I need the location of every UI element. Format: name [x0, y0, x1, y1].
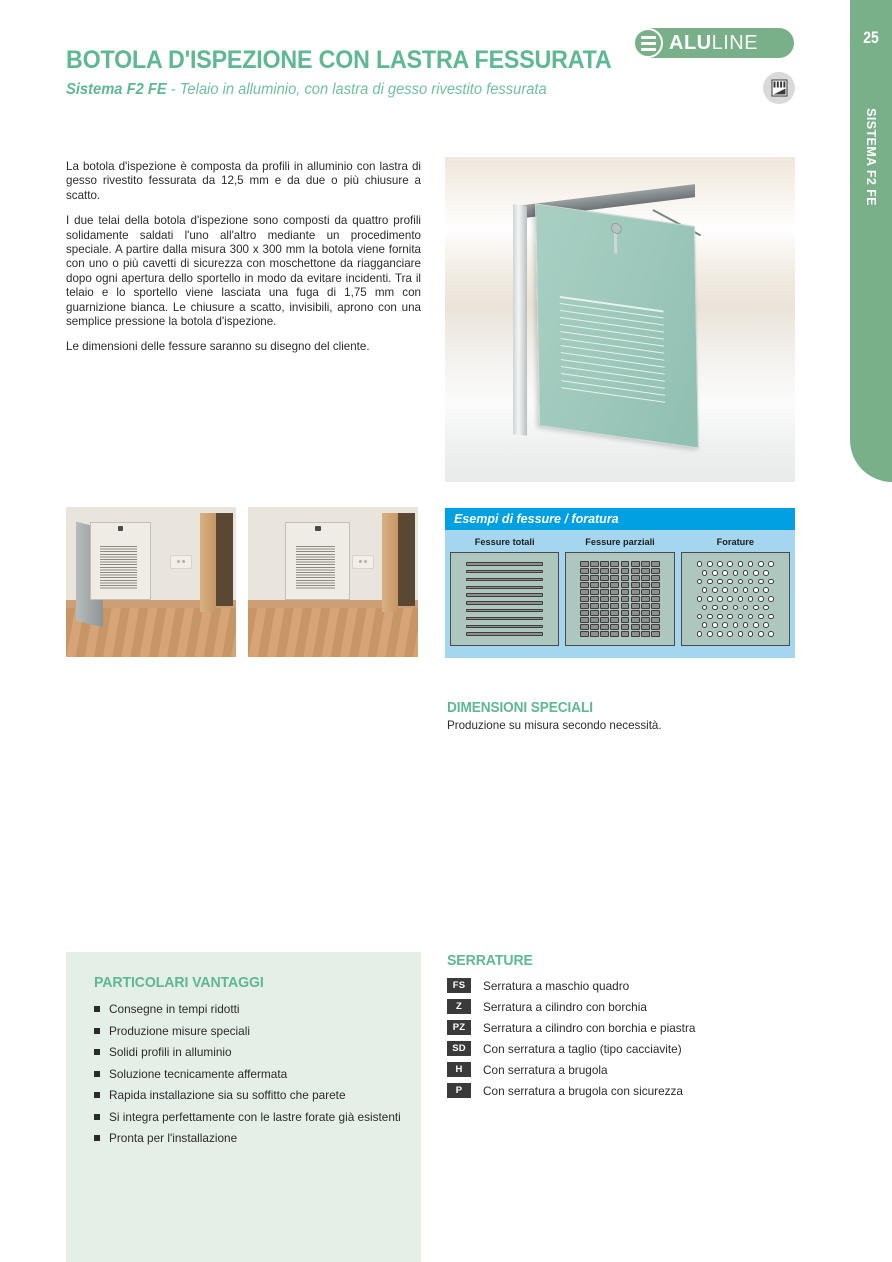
hatch-illustration [503, 187, 743, 457]
example-title: Fessure totali [474, 537, 535, 547]
page-number: 25 [863, 28, 879, 47]
list-item [447, 1062, 807, 1077]
slotted-panel-badge-icon [763, 72, 795, 104]
hatch-door-panel [535, 203, 699, 448]
example-sample-box [681, 552, 790, 646]
list-item: Solidi profili in alluminio [94, 1044, 401, 1060]
aluline-logo [634, 28, 794, 58]
pattern-perforations [695, 561, 777, 636]
page-header [66, 46, 653, 99]
page-title: BOTOLA D'ISPEZIONE CON LASTRA FESSURATA [66, 46, 612, 74]
lock-label: Serratura a cilindro con borchia e piastra [483, 1020, 696, 1035]
install-photo-closed [248, 507, 418, 657]
advantages-list [94, 1001, 401, 1146]
description-column [66, 160, 421, 355]
list-item [447, 1041, 807, 1056]
install-photo-open [66, 507, 236, 657]
fissure-examples-table [445, 508, 795, 658]
subtitle-system-name: Sistema F2 FE [66, 81, 167, 98]
lock-code-badge: FS [447, 978, 471, 993]
product-photo-main [445, 157, 795, 482]
logo-text-alu: ALU [669, 31, 712, 54]
example-sample-box [565, 552, 674, 646]
list-item [447, 1020, 807, 1035]
pattern-partial-slots [580, 561, 659, 636]
locks-heading: SERRATURE [447, 952, 533, 969]
list-item: Produzione misure speciali [94, 1023, 401, 1039]
list-item [447, 978, 807, 993]
list-item: Consegne in tempi ridotti [94, 1001, 401, 1017]
lock-label: Serratura a maschio quadro [483, 978, 630, 993]
example-title: Fessure parziali [585, 537, 655, 547]
advantages-panel [66, 952, 421, 1262]
special-dimensions-section [447, 700, 662, 732]
list-item: Pronta per l'installazione [94, 1130, 401, 1146]
logo-text-line: LINE [711, 31, 759, 54]
wall-hatch [285, 522, 350, 600]
lock-label: Con serratura a taglio (tipo cacciavite) [483, 1041, 682, 1056]
lock-code-badge: P [447, 1083, 471, 1098]
lock-label: Con serratura a brugola [483, 1062, 608, 1077]
locks-section [447, 952, 807, 1104]
fissure-examples-header: Esempi di fessure / foratura [445, 508, 795, 530]
logo-text [669, 32, 758, 55]
description-paragraph: La botola d'ispezione è composta da profili in alluminio con lastra di gesso rivestito fessurata da 12,5 mm e da due o più chiusure a scatto. [66, 160, 421, 202]
list-item [447, 999, 807, 1014]
advantages-heading: PARTICOLARI VANTAGGI [94, 974, 264, 991]
lock-code-badge: H [447, 1062, 471, 1077]
example-title: Forature [716, 537, 754, 547]
example-cell-fessure-totali [450, 537, 559, 646]
pattern-full-slots [466, 562, 543, 636]
description-paragraph: I due telai della botola d'ispezione sono composti da quattro profili solidamente saldati l'uno all'altro mediante un procedimento speciale. A partire dalla misura 300 x 300 mm la botola viene fornita con uno o più cavetti di sicurezza con moschettone da riagganciare dopo ogni apertura dello sportello in modo da evitare incidenti. Tra il telaio e lo sportello viene lasciata una fuga di 1,75 mm con guarnizione bianca. Le chiusure a scatto, invisibili, aprono con una semplice pressione la botola d'ispezione. [66, 214, 421, 329]
hatch-frame-left [513, 204, 527, 435]
list-item [447, 1083, 807, 1098]
list-item: Soluzione tecnicamente affermata [94, 1066, 401, 1082]
aluline-bars-icon [633, 28, 663, 58]
example-cell-fessure-parziali [565, 537, 674, 646]
special-dimensions-text: Produzione su misura secondo necessità. [447, 719, 662, 732]
list-item: Rapida installazione sia su soffitto che parete [94, 1087, 401, 1103]
special-dimensions-heading: DIMENSIONI SPECIALI [447, 700, 593, 716]
page-subtitle [66, 81, 623, 99]
example-cell-forature [681, 537, 790, 646]
side-tab [850, 0, 892, 482]
wall-hatch [90, 522, 151, 600]
wall-socket [170, 555, 192, 569]
lock-code-badge: SD [447, 1041, 471, 1056]
lock-code-badge: PZ [447, 1020, 471, 1035]
lock-label: Serratura a cilindro con borchia [483, 999, 647, 1014]
lock-code-badge: Z [447, 999, 471, 1014]
example-sample-box [450, 552, 559, 646]
description-paragraph: Le dimensioni delle fessure saranno su disegno del cliente. [66, 340, 370, 354]
lock-label: Con serratura a brugola con sicurezza [483, 1083, 683, 1098]
hatch-key [614, 228, 617, 254]
system-label: SISTEMA F2 FE [864, 108, 878, 206]
hatch-slots-pattern [560, 296, 666, 403]
subtitle-description: - Telaio in alluminio, con lastra di gesso rivestito fessurata [166, 81, 547, 98]
wall-socket [352, 555, 374, 569]
list-item: Si integra perfettamente con le lastre forate già esistenti [94, 1109, 401, 1125]
